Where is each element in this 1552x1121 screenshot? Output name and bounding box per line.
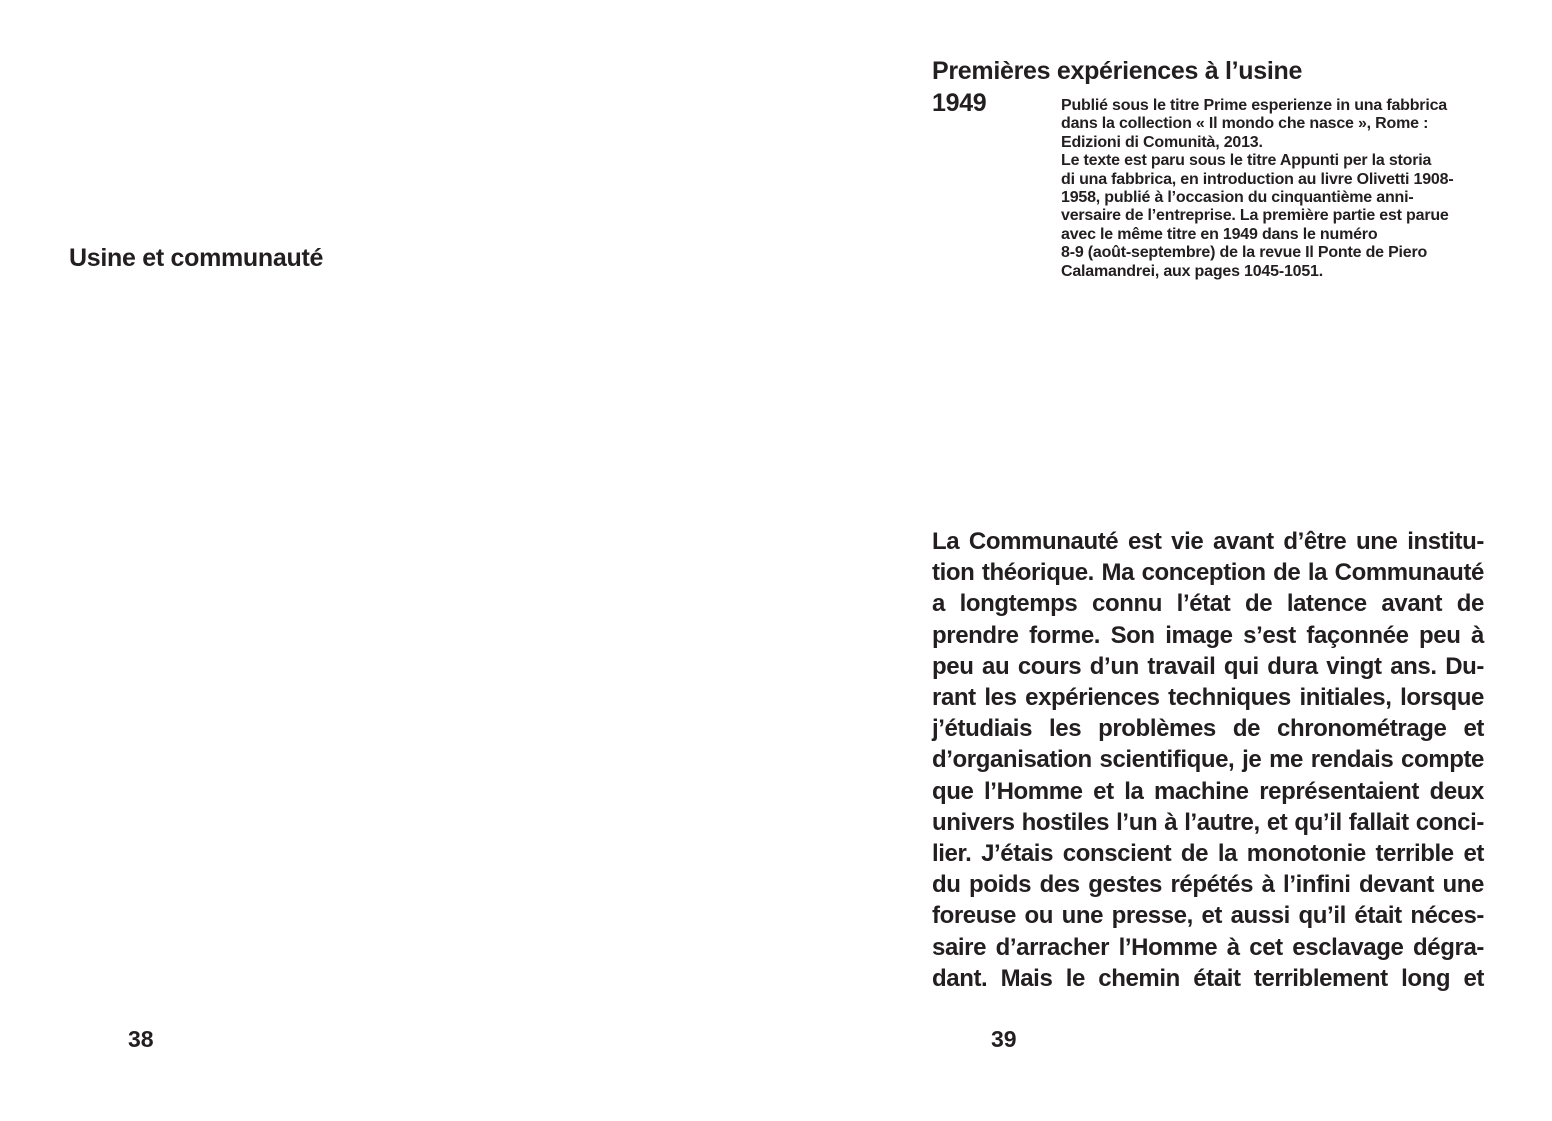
page-number-right: 39 bbox=[991, 1026, 1017, 1052]
source-note-line: 1958, publié à l’occasion du cinquantième anni- bbox=[1061, 189, 1414, 207]
source-note-line: avec le même titre en 1949 dans le numéro bbox=[1061, 225, 1378, 243]
body-line: j’étudiais les problèmes de chronométrage et bbox=[932, 715, 1484, 743]
body-line: foreuse ou une presse, et aussi qu’il était néces- bbox=[932, 902, 1484, 930]
body-line: peu au cours d’un travail qui dura vingt ans. Du- bbox=[932, 652, 1484, 680]
source-note-line: di una fabbrica, en introduction au livre Olivetti 1908- bbox=[1061, 170, 1454, 188]
source-note-line: 8-9 (août-septembre) de la revue Il Ponte de Piero bbox=[1061, 244, 1428, 262]
right-page bbox=[776, 0, 1552, 1121]
source-note-line: Calamandrei, aux pages 1045-1051. bbox=[1061, 262, 1323, 280]
body-line: d’organisation scientifique, je me rendais compte bbox=[932, 746, 1484, 774]
body-line: a longtemps connu l’état de latence avant de bbox=[932, 590, 1484, 618]
source-note-line: Edizioni di Comunità, 2013. bbox=[1061, 133, 1263, 151]
source-note-line: versaire de l’entreprise. La première partie est parue bbox=[1061, 207, 1449, 225]
chapter-year: 1949 bbox=[932, 89, 987, 117]
chapter-title: Premières expériences à l’usine bbox=[932, 57, 1303, 85]
body-line: dant. Mais le chemin était terriblement long et bbox=[932, 964, 1484, 992]
body-line: La Communauté est vie avant d’être une institu- bbox=[932, 528, 1484, 555]
source-note-line: Le texte est paru sous le titre Appunti per la storia bbox=[1061, 152, 1432, 170]
body-line: rant les expériences techniques initiales, lorsque bbox=[932, 684, 1484, 712]
body-line: univers hostiles l’un à l’autre, et qu’il fallait conci- bbox=[932, 808, 1484, 836]
source-note bbox=[1061, 97, 1486, 281]
source-note-line: dans la collection « Il mondo che nasce », Rome : bbox=[1061, 115, 1429, 133]
page-number-left: 38 bbox=[128, 1026, 154, 1052]
body-text bbox=[932, 526, 1484, 994]
body-line: tion théorique. Ma conception de la Communauté bbox=[932, 559, 1484, 587]
body-line: du poids des gestes répétés à l’infini devant une bbox=[932, 871, 1484, 899]
body-line: lier. J’étais conscient de la monotonie terrible et bbox=[932, 840, 1484, 868]
body-line: saire d’arracher l’Homme à cet esclavage dégra- bbox=[932, 933, 1484, 961]
source-note-line: Publié sous le titre Prime esperienze in una fabbrica bbox=[1061, 97, 1447, 114]
section-title: Usine et communauté bbox=[69, 244, 324, 272]
body-line: prendre forme. Son image s’est façonnée peu à bbox=[932, 621, 1484, 649]
body-line: que l’Homme et la machine représentaient deux bbox=[932, 777, 1484, 805]
